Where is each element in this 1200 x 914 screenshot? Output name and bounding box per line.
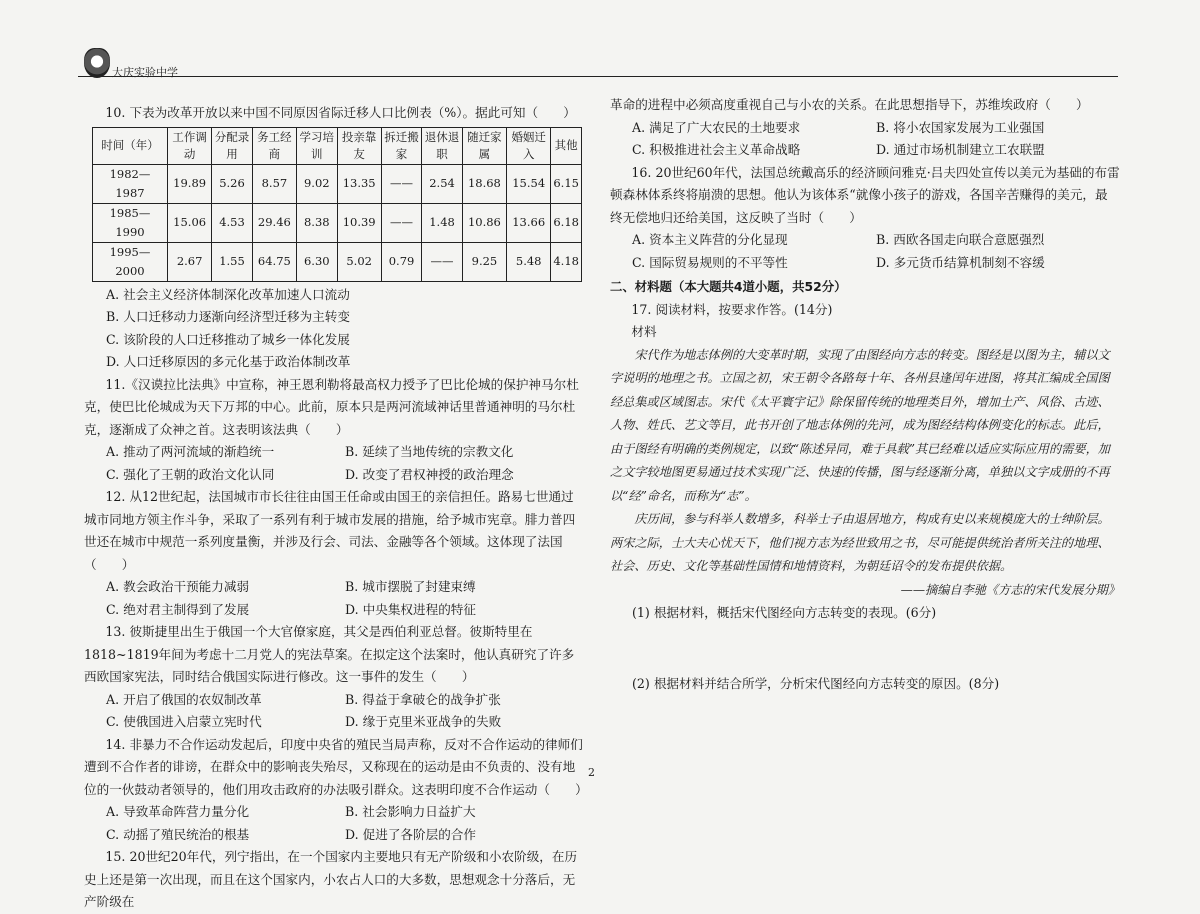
table-cell: 1985—1990 (93, 203, 168, 242)
option-b: B. 得益于拿破仑的战争扩张 (345, 691, 501, 707)
q14-stem: 14. 非暴力不合作运动发起后，印度中央省的殖民当局声称，反对不合作运动的律师们遭到不合作者的诽谤，在群众中的影响丧失殆尽，又称现在的运动是由不负责的、没有地位的一伙鼓动者领导的，他们用攻击政府的办法吸引群众。这表明印度不合作运动（ ） (84, 736, 588, 797)
option-c: C. 动摇了殖民统治的根基 (106, 826, 250, 842)
answer-space (610, 625, 1120, 673)
q16-options (610, 229, 1120, 274)
option-a: A. 导致革命阵营力量分化 (106, 804, 250, 819)
table-cell: 64.75 (252, 242, 296, 281)
table-header-cell: 拆迁搬家 (381, 127, 422, 164)
option-c: C. 该阶段的人口迁移推动了城乡一体化发展 (106, 331, 350, 347)
q11-stem: 11.《汉谟拉比法典》中宣称，神王恩利勒将最高权力授予了巴比伦城的保护神马尔杜克，使巴比伦城成为天下万邦的中心。此前，原本只是两河流域神话里普通神明的马尔杜克，逐渐成了众神之首。这表明该法典（ ） (84, 376, 579, 437)
option-c: C. 强化了王朝的政治文化认同 (106, 466, 275, 482)
header-rule (78, 76, 1118, 77)
table-row (93, 203, 582, 242)
table-cell: 8.38 (297, 203, 338, 242)
table-header-cell: 务工经商 (252, 127, 296, 164)
option-a: A. 推动了两河流域的渐趋统一 (106, 444, 275, 459)
option-c: C. 绝对君主制得到了发展 (106, 601, 250, 617)
table-row (93, 242, 582, 281)
table-cell: 2.67 (168, 242, 212, 281)
material-paragraph: 宋代作为地志体例的大变革时期，实现了由图经向方志的转变。图经是以图为主，辅以文字说明的地理之书。立国之初，宋王朝令各路每十年、各州县逢闰年进图，将其汇编成全国图经总集或区域图志。宋代《太平寰宇记》除保留传统的地理类目外，增加土产、风俗、古迹、人物、姓氏、艺文等目，此书开创了地志体例的先河，成为图经结构体例变化的标志。此后，由于图经有明确的类例规定，以致“陈述异同，难于具载”其已经难以适应实际应用的需要，加之文字较地图更易通过技术实现广泛、快速的传播，图与经逐渐分离，单独以文字成册的不再以“经”命名，而称为“志”。 (610, 347, 1110, 503)
table-cell: —— (422, 242, 463, 281)
page-number: 2 (588, 766, 595, 779)
option-b: B. 人口迁移动力逐渐向经济型迁移为主转变 (106, 309, 350, 324)
q15-stem: 15. 20世纪20年代，列宁指出，在一个国家内主要地只有无产阶级和小农阶级，在历史上还是第一次出现，而且在这个国家内，小农占人口的大多数，思想观念十分落后，无产阶级在 (84, 849, 578, 909)
table-header-cell: 时间（年） (93, 127, 168, 164)
material-text (610, 344, 1120, 603)
table-cell: 9.02 (297, 164, 338, 203)
option-d: D. 促进了各阶层的合作 (345, 826, 476, 842)
option-a: A. 满足了广大农民的土地要求 (632, 119, 801, 135)
q10-stem: 10. 下表为改革开放以来中国不同原因省际迁移人口比例表（%）。据此可知（ ） (105, 105, 576, 120)
q16-stem: 16. 20世纪60年代，法国总统戴高乐的经济顾问雅克·吕夫四处宣传以美元为基础的布雷顿森林体系终将崩溃的思想。他认为该体系“就像小孩子的游戏，各国辛苦赚得的美元，最终无偿地归还给美国，这反映了当时（ ） (610, 164, 1120, 225)
table-header-cell: 工作调动 (168, 127, 212, 164)
table-header-cell: 投亲靠友 (337, 127, 381, 164)
table-cell: 15.54 (507, 164, 551, 203)
table-header-cell: 其他 (551, 127, 582, 164)
school-name: 大庆实验中学 (112, 66, 178, 79)
table-header-cell: 退休退职 (422, 127, 463, 164)
q17-subquestion-1: (1) 根据材料，概括宋代图经向方志转变的表现。(6分) (632, 605, 937, 620)
option-d: D. 改变了君权神授的政治理念 (345, 466, 514, 482)
q17-subquestion-2: (2) 根据材料并结合所学，分析宋代图经向方志转变的原因。(8分) (632, 675, 1000, 691)
option-b: B. 西欧各国走向联合意愿强烈 (876, 232, 1045, 247)
option-d: D. 人口迁移原因的多元化基于政治体制改革 (106, 354, 351, 369)
table-cell: 5.26 (212, 164, 253, 203)
table-row (93, 164, 582, 203)
option-a: A. 社会主义经济体制深化改革加速人口流动 (106, 286, 350, 302)
table-cell: 6.18 (551, 203, 582, 242)
q13-options (84, 689, 584, 734)
section-heading: 二、材料题（本大题共4道小题，共52分） (610, 279, 847, 294)
option-c: C. 积极推进社会主义革命战略 (632, 142, 801, 157)
table-cell: 18.68 (462, 164, 506, 203)
option-a: A. 开启了俄国的农奴制改革 (106, 691, 262, 707)
option-b: B. 延续了当地传统的宗教文化 (345, 444, 514, 459)
q10-options (84, 284, 584, 374)
q14-options (84, 801, 584, 846)
option-d: D. 多元货币结算机制刻不容缓 (876, 254, 1045, 270)
table-cell: 0.79 (381, 242, 422, 281)
right-column (610, 94, 1120, 695)
q15-options (610, 117, 1120, 162)
option-b: B. 将小农国家发展为工业强国 (876, 119, 1045, 135)
table-header-cell: 婚姻迁入 (507, 127, 551, 164)
table-cell: 1.48 (422, 203, 463, 242)
q15-stem-continued: 革命的进程中必须高度重视自己与小农的关系。在此思想指导下，苏维埃政府（ ） (610, 97, 1089, 112)
page-header (78, 48, 1118, 80)
table-cell: 29.46 (252, 203, 296, 242)
table-cell: 13.66 (507, 203, 551, 242)
table-cell: 4.53 (212, 203, 253, 242)
q11-options (84, 441, 584, 486)
table-cell: —— (381, 164, 422, 203)
school-emblem-icon (84, 48, 110, 78)
q17-stem: 17. 阅读材料，按要求作答。(14分) (631, 301, 833, 317)
material-label: 材料 (631, 324, 657, 339)
table-cell: 19.89 (168, 164, 212, 203)
table-cell: 9.25 (462, 242, 506, 281)
table-cell: 1982—1987 (93, 164, 168, 203)
option-a: A. 教会政治干预能力减弱 (106, 579, 250, 594)
table-cell: 4.18 (551, 242, 582, 281)
option-d: D. 缘于克里米亚战争的失败 (345, 714, 502, 729)
option-b: B. 社会影响力日益扩大 (345, 804, 476, 819)
option-d: D. 通过市场机制建立工农联盟 (876, 142, 1045, 157)
table-cell: 13.35 (337, 164, 381, 203)
option-c: C. 国际贸易规则的不平等性 (632, 254, 788, 270)
table-cell: 6.30 (297, 242, 338, 281)
option-a: A. 资本主义阵营的分化显现 (632, 232, 788, 247)
material-paragraph: 庆历间，参与科举人数增多，科举士子由退居地方，构成有史以来规模庞大的士绅阶层。两宋之际，士大夫心忧天下，他们视方志为经世致用之书，尽可能提供统治者所关注的地理、社会、历史、文化等基础性国情和地情资料，为朝廷诏令的发布提供依据。 (610, 512, 1110, 573)
table-cell: 15.06 (168, 203, 212, 242)
q12-stem: 12. 从12世纪起，法国城市市长往往由国王任命或由国王的亲信担任。路易七世通过城市同地方领主作斗争，采取了一系列有利于城市发展的措施，给予城市宪章。腓力普四世还在城市中规范一系列度量衡，并涉及行会、司法、金融等各个领域。这体现了法国（ ） (84, 489, 576, 572)
option-b: B. 城市摆脱了封建束缚 (345, 579, 476, 594)
table-header-cell: 学习培训 (297, 127, 338, 164)
table-header-cell: 分配录用 (212, 127, 253, 164)
option-d: D. 中央集权进程的特征 (345, 601, 476, 617)
table-cell: 6.15 (551, 164, 582, 203)
option-c: C. 使俄国进入启蒙立宪时代 (106, 714, 262, 729)
material-source: ——摘编自李驰《方志的宋代发展分期》 (900, 582, 1120, 597)
table-cell: 10.39 (337, 203, 381, 242)
table-cell: 8.57 (252, 164, 296, 203)
table-header-cell: 随迁家属 (462, 127, 506, 164)
table-cell: 1.55 (212, 242, 253, 281)
table-cell: —— (381, 203, 422, 242)
table-cell: 5.48 (507, 242, 551, 281)
q13-stem: 13. 彼斯捷里出生于俄国一个大官僚家庭，其父是西伯利亚总督。彼斯特里在1818~1819年间为考虑十二月党人的宪法草案。在拟定这个法案时，他认真研究了许多西欧国家宪法，同时结合俄国实际进行修改。这一事件的发生（ ） (84, 624, 575, 684)
migration-table (92, 127, 582, 282)
q12-options (84, 576, 584, 621)
table-cell: 1995—2000 (93, 242, 168, 281)
table-cell: 5.02 (337, 242, 381, 281)
table-header-row (93, 127, 582, 164)
table-cell: 2.54 (422, 164, 463, 203)
table-cell: 10.86 (462, 203, 506, 242)
left-column (84, 102, 588, 914)
